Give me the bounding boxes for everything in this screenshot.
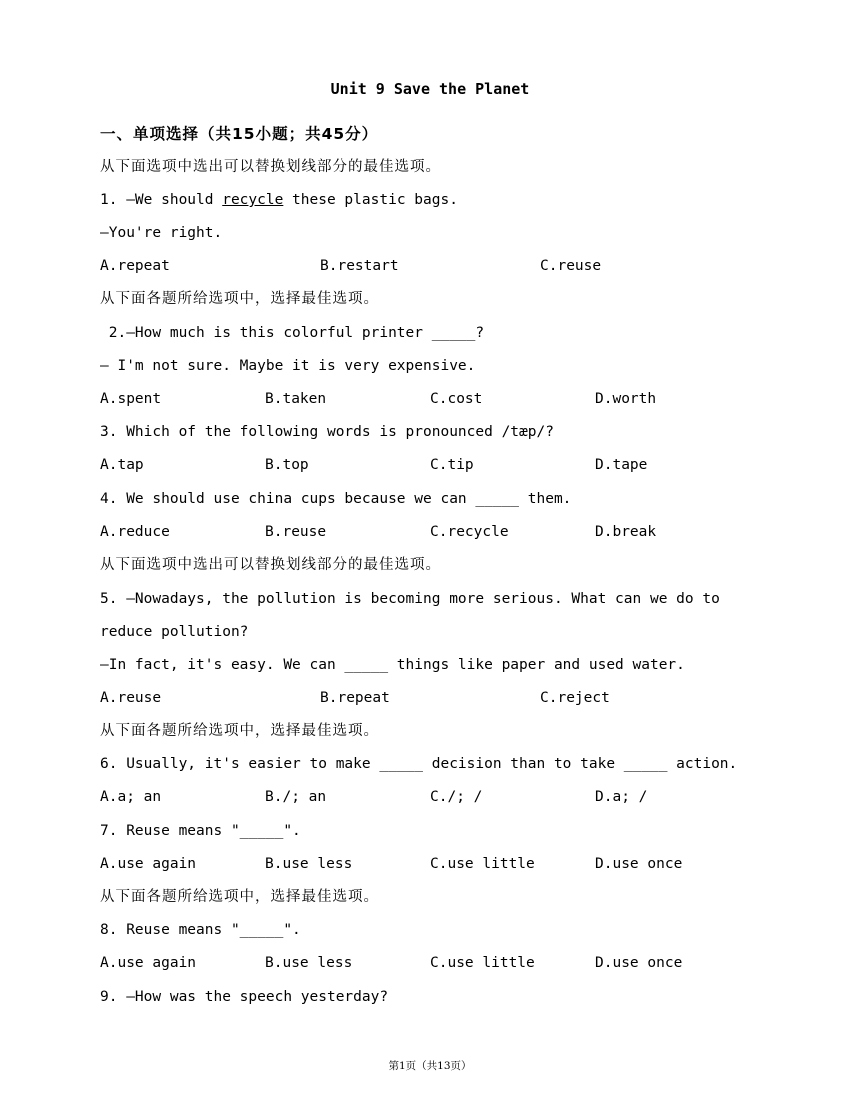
- q6-option-a: A.a; an: [100, 789, 162, 805]
- q4-option-b: B.reuse: [265, 524, 327, 540]
- q4-option-d: D.break: [595, 524, 657, 540]
- q1-option-c: C.reuse: [540, 258, 602, 274]
- q5-option-c: C.reject: [540, 690, 610, 706]
- question-6-stem: 6. Usually, it's easier to make _____ decision than to take _____ action.: [100, 756, 738, 772]
- q7-option-c: C.use little: [430, 856, 535, 872]
- question-8-stem: 8. Reuse means "_____".: [100, 922, 301, 938]
- question-4-stem: 4. We should use china cups because we can _____ them.: [100, 491, 572, 507]
- question-5-stem-line2: reduce pollution?: [100, 624, 249, 640]
- q8-option-b: B.use less: [265, 955, 353, 971]
- q7-option-a: A.use again: [100, 856, 197, 872]
- q3-option-d: D.tape: [595, 457, 648, 473]
- instruction-choose-2: 从下面各题所给选项中，选择最佳选项。: [100, 723, 379, 739]
- q1-post: these plastic bags.: [283, 192, 458, 208]
- question-7-stem: 7. Reuse means "_____".: [100, 823, 301, 839]
- instruction-replace-2: 从下面选项中选出可以替换划线部分的最佳选项。: [100, 557, 441, 573]
- question-3-stem: 3. Which of the following words is pronounced /tæp/?: [100, 424, 554, 440]
- question-1-reply: —You're right.: [100, 225, 223, 241]
- q1-option-b: B.restart: [320, 258, 399, 274]
- page-footer: 第1页（共13页）: [388, 1060, 472, 1072]
- question-5-reply: —In fact, it's easy. We can _____ things like paper and used water.: [100, 657, 685, 673]
- question-5-stem-line1: 5. —Nowadays, the pollution is becoming more serious. What can we do to: [100, 591, 720, 607]
- q8-option-d: D.use once: [595, 955, 683, 971]
- q2-option-d: D.worth: [595, 391, 657, 407]
- question-1-stem: [100, 190, 458, 210]
- q8-option-a: A.use again: [100, 955, 197, 971]
- q2-option-c: C.cost: [430, 391, 483, 407]
- page-title: Unit 9 Save the Planet: [330, 80, 530, 98]
- q1-underlined-word: recycle: [222, 192, 284, 208]
- q2-option-b: B.taken: [265, 391, 327, 407]
- question-9-stem: 9. —How was the speech yesterday?: [100, 989, 389, 1005]
- question-2-stem: 2.—How much is this colorful printer _____?: [100, 325, 485, 341]
- section-heading: 一、单项选择（共15小题；共45分）: [100, 125, 379, 143]
- q3-option-a: A.tap: [100, 457, 144, 473]
- q1-pre: 1. —We should: [100, 192, 223, 208]
- q6-option-b: B./; an: [265, 789, 327, 805]
- q3-option-c: C.tip: [430, 457, 474, 473]
- q5-option-b: B.repeat: [320, 690, 390, 706]
- q5-option-a: A.reuse: [100, 690, 162, 706]
- q7-option-d: D.use once: [595, 856, 683, 872]
- q4-option-a: A.reduce: [100, 524, 170, 540]
- q2-option-a: A.spent: [100, 391, 162, 407]
- q7-option-b: B.use less: [265, 856, 353, 872]
- question-2-reply: — I'm not sure. Maybe it is very expensive.: [100, 358, 476, 374]
- instruction-choose: 从下面各题所给选项中，选择最佳选项。: [100, 291, 379, 307]
- q6-option-c: C./; /: [430, 789, 483, 805]
- q1-option-a: A.repeat: [100, 258, 170, 274]
- instruction-choose-3: 从下面各题所给选项中，选择最佳选项。: [100, 889, 379, 905]
- q8-option-c: C.use little: [430, 955, 535, 971]
- q3-option-b: B.top: [265, 457, 309, 473]
- instruction-replace: 从下面选项中选出可以替换划线部分的最佳选项。: [100, 159, 441, 175]
- q4-option-c: C.recycle: [430, 524, 509, 540]
- q6-option-d: D.a; /: [595, 789, 648, 805]
